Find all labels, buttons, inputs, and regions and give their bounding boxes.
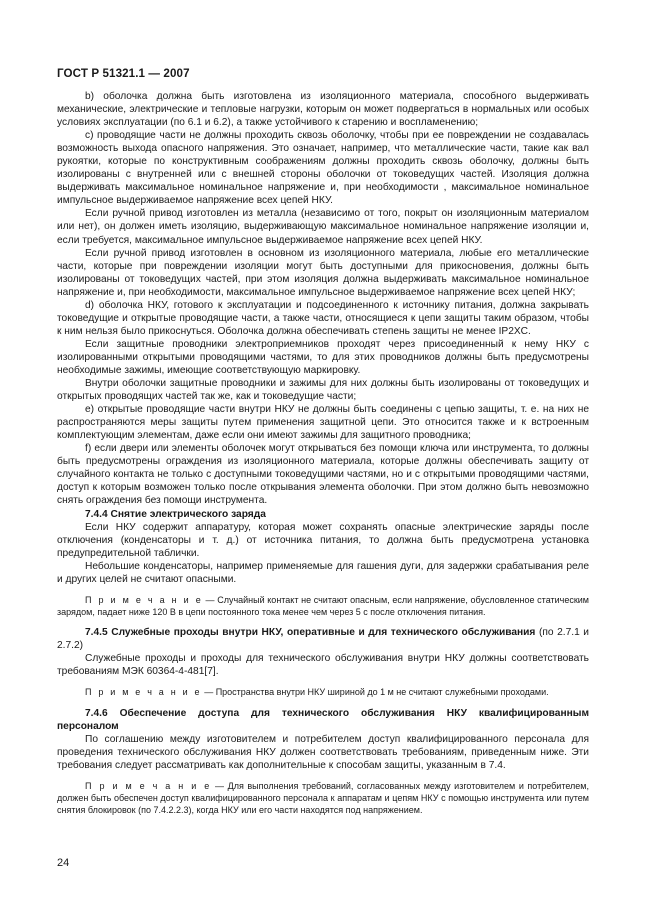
section-7-4-5-note	[57, 686, 589, 698]
paragraph-inside-enclosure: Внутри оболочки защитные проводники и зажимы для них должны быть изолированы от токоведущих и открытых проводящих частей так же, как и токоведущие части;	[57, 378, 589, 403]
paragraph-manual-drive-insulating: Если ручной привод изготовлен в основном из изоляционного материала, любые его металлические части, которые при повреждении изоляции могут быть доступными для прикосновения, должны быть изолированы от токоведущих частей, при этом изоляция должна выдерживать максимальное номинальное напряжение и, при необходимости, максимальное импульсное выдерживаемое напряжение всех цепей НКУ;	[57, 247, 589, 298]
paragraph-manual-drive-metal: Если ручной привод изготовлен из металла (независимо от того, покрыт он изоляционным материалом или нет), он должен иметь изоляцию, выдерживающую максимальное номинальное напряжение изоляции и, если требуется, максимальное импульсное выдерживаемое напряжение всех цепей НКУ.	[57, 208, 589, 246]
paragraph-protective-conductors: Если защитные проводники электроприемников проходят через присоединенный к нему НКУ с изолированными открытыми проводящими частями, то для этих проводников должны быть предусмотрены необходимые зажимы, имеющие соответствующую маркировку.	[57, 338, 589, 376]
note-label: П р и м е ч а н и е	[85, 594, 203, 605]
section-7-4-6-paragraph-1: По соглашению между изготовителем и потребителем доступ квалифицированного персонала для проведения технического обслуживания НКУ должен соответствовать требованиям, приведенным ниже. Эти требования следует рассматривать как дополнительные к способам защиты, указанным в 7.4.	[57, 733, 589, 771]
section-7-4-5-reference: (по 2.7.1 и 2.7.2)	[57, 627, 589, 652]
section-7-4-4-paragraph-2: Небольшие конденсаторы, например применяемые для гашения дуги, для задержки срабатывания реле и других целей не считают опасными.	[57, 560, 589, 585]
standard-number-header: ГОСТ Р 51321.1 — 2007	[57, 67, 190, 80]
note-label: П р и м е ч а н и е	[85, 687, 202, 698]
section-7-4-6-note	[57, 780, 589, 817]
note-label: П р и м е ч а н и е	[85, 780, 212, 791]
section-7-4-5-title: 7.4.5 Служебные проходы внутри НКУ, оперативные и для технического обслуживания	[85, 627, 536, 639]
section-7-4-4-paragraph-1: Если НКУ содержит аппаратуру, которая может сохранять опасные электрические заряды после отключения (конденсаторы и т. д.) от источника питания, то должна быть предусмотрена установка предупредительной таблички.	[57, 521, 589, 559]
paragraph-f: f) если двери или элементы оболочек могут открываться без помощи ключа или инструмента, то должны быть предусмотрены ограждения из изоляционного материала, которые должны обеспечивать защиту от случайного контакта не только с доступными токоведущими частями, но и с открытыми проводящими частями, доступ к которым возможен только после открывания элемента оболочки. При этом должно быть невозможно снять ограждения без помощи инструмента.	[57, 443, 589, 507]
paragraph-b: b) оболочка должна быть изготовлена из изоляционного материала, способного выдерживать механические, электрические и тепловые нагрузки, которым он может подвергаться в нормальных или особых условиях эксплуатации (по 6.1 и 6.2), а также устойчивого к старению и воспламенению;	[57, 91, 589, 129]
note-text: — Пространства внутри НКУ шириной до 1 м не считают служебными проходами.	[201, 687, 549, 698]
note-text: — Случайный контакт не считают опасным, если напряжение, обусловленное статическим зарядом, падает ниже 120 В в цепи постоянного тока менее чем через 5 с после отключения питания.	[57, 594, 589, 617]
section-7-4-6-heading: 7.4.6 Обеспечение доступа для технического обслуживания НКУ квалифицированным персоналом	[57, 707, 589, 732]
paragraph-c: c) проводящие части не должны проходить сквозь оболочку, чтобы при ее повреждении не создавалась возможность выхода опасного напряжения. Это означает, например, что металлические части, такие как вал рукоятки, которые по конструктивным соображениям должны проходить сквозь оболочку, должны быть изолированы с внутренней или с внешней стороны оболочки от токоведущих частей. Изоляция должна выдерживать максимальное номинальное напряжение и, при необходимости , максимальное номинальное импульсное выдерживаемое напряжение всех цепей НКУ.	[57, 130, 589, 207]
paragraph-e: e) открытые проводящие части внутри НКУ не должны быть соединены с цепью защиты, т. е. на них не распространяются меры защиты путем применения защитной цепи. Это относится также и к встроенным комплектующим элементам, даже если они имеют зажимы для защитного проводника;	[57, 404, 589, 442]
section-7-4-4-heading: 7.4.4 Снятие электрического заряда	[85, 508, 266, 520]
section-7-4-4-note	[57, 594, 589, 618]
paragraph-d: d) оболочка НКУ, готового к эксплуатации и подсоединенного к источнику питания, должна закрывать токоведущие и открытые проводящие части, а также части, относящиеся к цепи защиты таким образом, чтобы к ним нельзя было прикоснуться. Оболочка должна обеспечивать степень защиты не менее IP2XC.	[57, 299, 589, 337]
note-text: — Для выполнения требований, согласованных между изготовителем и потребителем, должен быть обеспечен доступ квалифицированного персонала к аппаратам и цепям НКУ с помощью инструмента или путем снятия блокировок (по 7.4.2.2.3), когда НКУ или его части находятся под напряжением.	[57, 780, 589, 816]
page-number: 24	[57, 857, 70, 869]
section-7-4-5-heading	[57, 626, 589, 652]
section-7-4-5-paragraph-1: Служебные проходы и проходы для технического обслуживания внутри НКУ должны соответствовать требованиям МЭК 60364-4-481[7].	[57, 653, 589, 678]
page-body	[57, 90, 589, 824]
